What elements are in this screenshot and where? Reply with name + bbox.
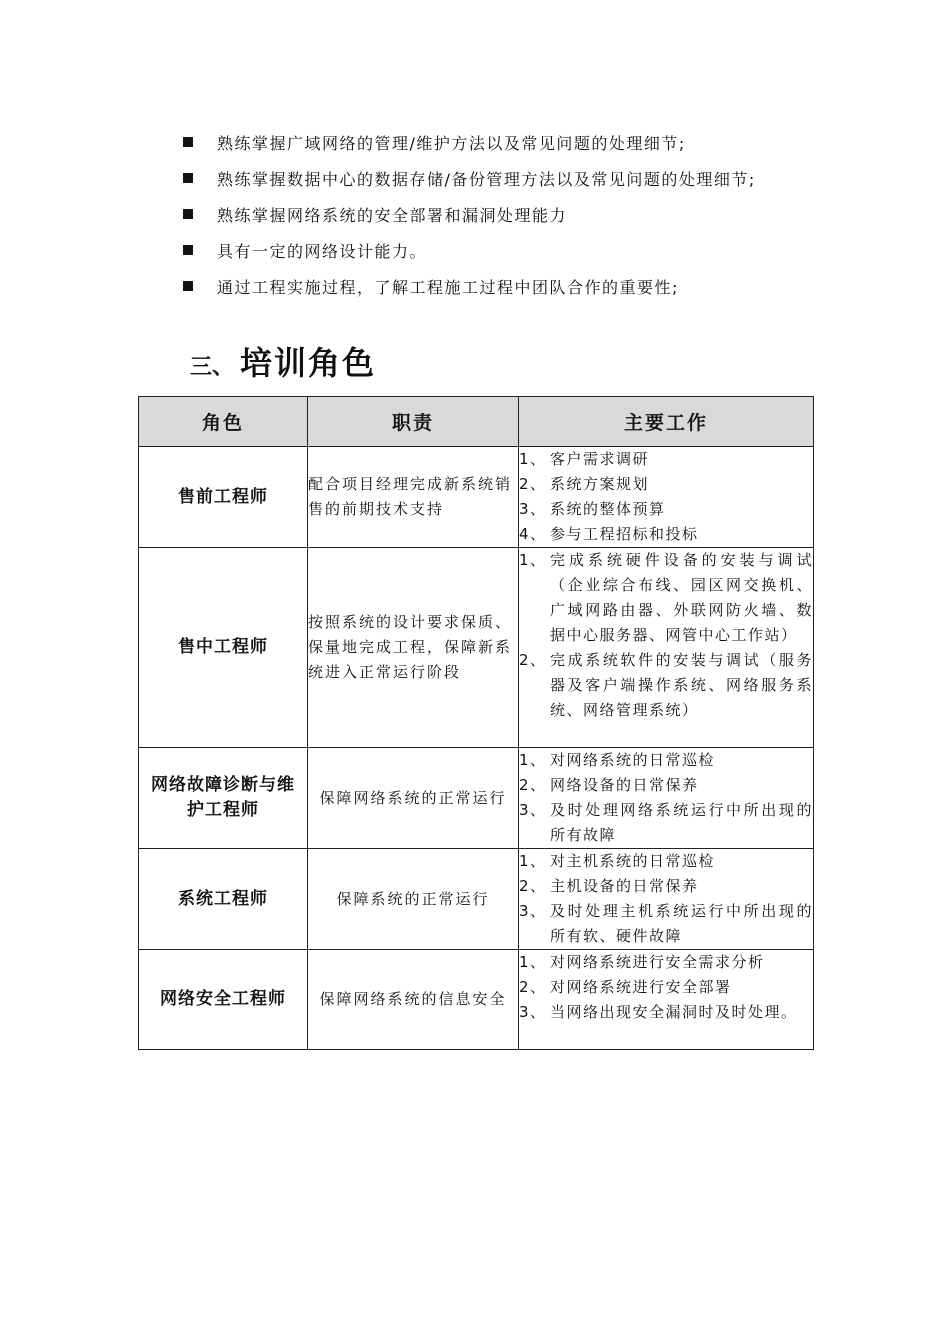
work-item-number: 1、 [519,751,547,769]
work-item-text: 对主机系统的日常巡检 [550,852,716,870]
work-cell [519,548,814,748]
work-item-number: 2、 [519,877,547,895]
column-header-role: 角色 [139,397,308,447]
objective-item [183,160,756,196]
work-item-number: 1、 [519,551,547,569]
work-item [519,748,813,773]
table-row [139,447,814,548]
work-item-text: 系统方案规划 [550,475,650,493]
work-item [519,472,813,497]
section-title: 培训角色 [240,344,377,382]
work-item [519,950,813,975]
work-item-number: 3、 [519,801,547,819]
work-item [519,975,813,1000]
table-row [139,748,814,849]
work-item [519,899,813,949]
column-header-duty: 职责 [308,397,519,447]
duty-cell: 保障网络系统的信息安全 [308,950,519,1050]
work-item-text: 及时处理网络系统运行中所出现的所有故障 [550,801,813,844]
role-cell: 网络安全工程师 [139,950,308,1050]
role-cell: 售前工程师 [139,447,308,548]
work-item [519,773,813,798]
table-row [139,548,814,748]
duty-cell: 保障网络系统的正常运行 [308,748,519,849]
work-item-text: 当网络出现安全漏洞时及时处理。 [550,1003,798,1021]
work-item-number: 3、 [519,902,547,920]
role-cell: 网络故障诊断与维护工程师 [139,748,308,849]
objective-item [183,196,756,232]
work-item-number: 1、 [519,953,547,971]
work-item-number: 4、 [519,525,547,543]
work-list [519,748,813,848]
work-item [519,874,813,899]
role-cell: 售中工程师 [139,548,308,748]
work-item-text: 对网络系统的日常巡检 [550,751,716,769]
table-row [139,849,814,950]
work-item-number: 1、 [519,852,547,870]
work-item-number: 1、 [519,450,547,468]
role-cell: 系统工程师 [139,849,308,950]
objective-text: 通过工程实施过程，了解工程施工过程中团队合作的重要性; [217,277,679,297]
objective-item [183,124,756,160]
work-item-number: 2、 [519,978,547,996]
training-roles-table [138,396,814,1050]
work-item [519,548,813,648]
work-list [519,849,813,949]
work-item-number: 3、 [519,1003,547,1021]
objective-text: 熟练掌握数据中心的数据存储/备份管理方法以及常见问题的处理细节; [217,169,756,189]
square-bullet-icon [183,281,193,291]
work-item-number: 2、 [519,651,547,669]
work-item-number: 2、 [519,475,547,493]
work-item-text: 客户需求调研 [550,450,650,468]
work-item-text: 系统的整体预算 [550,500,666,518]
duty-cell: 按照系统的设计要求保质、保量地完成工程，保障新系统进入正常运行阶段 [308,548,519,748]
work-item [519,447,813,472]
work-cell [519,849,814,950]
objective-text: 具有一定的网络设计能力。 [217,241,428,261]
table-header-row [139,397,814,447]
duty-cell: 配合项目经理完成新系统销售的前期技术支持 [308,447,519,548]
column-header-work: 主要工作 [519,397,814,447]
work-item [519,522,813,547]
table-row [139,950,814,1050]
square-bullet-icon [183,137,193,147]
square-bullet-icon [183,245,193,255]
work-item [519,648,813,723]
work-item-text: 完成系统硬件设备的安装与调试（企业综合布线、园区网交换机、广域网路由器、外联网防火墙、数据中心服务器、网管中心工作站） [550,551,813,644]
work-list [519,548,813,723]
work-list [519,447,813,547]
objective-item [183,232,756,268]
work-item-text: 参与工程招标和投标 [550,525,699,543]
work-item-text: 完成系统软件的安装与调试（服务器及客户端操作系统、网络服务系统、网络管理系统） [550,651,813,719]
work-item-number: 3、 [519,500,547,518]
work-cell [519,447,814,548]
work-item-text: 对网络系统进行安全需求分析 [550,953,765,971]
objective-text: 熟练掌握广域网络的管理/维护方法以及常见问题的处理细节; [217,133,686,153]
work-cell [519,748,814,849]
square-bullet-icon [183,209,193,219]
duty-cell: 保障系统的正常运行 [308,849,519,950]
work-item-number: 2、 [519,776,547,794]
work-item [519,798,813,848]
objective-list [183,124,756,304]
work-item-text: 对网络系统进行安全部署 [550,978,732,996]
square-bullet-icon [183,173,193,183]
work-item [519,1000,813,1025]
work-item [519,497,813,522]
work-list [519,950,813,1025]
objective-text: 熟练掌握网络系统的安全部署和漏洞处理能力 [217,205,568,225]
objective-item [183,268,756,304]
work-item-text: 及时处理主机系统运行中所出现的所有软、硬件故障 [550,902,813,945]
section-heading [190,338,376,384]
work-item-text: 主机设备的日常保养 [550,877,699,895]
work-cell [519,950,814,1050]
section-number: 三、 [190,355,235,380]
work-item [519,849,813,874]
work-item-text: 网络设备的日常保养 [550,776,699,794]
